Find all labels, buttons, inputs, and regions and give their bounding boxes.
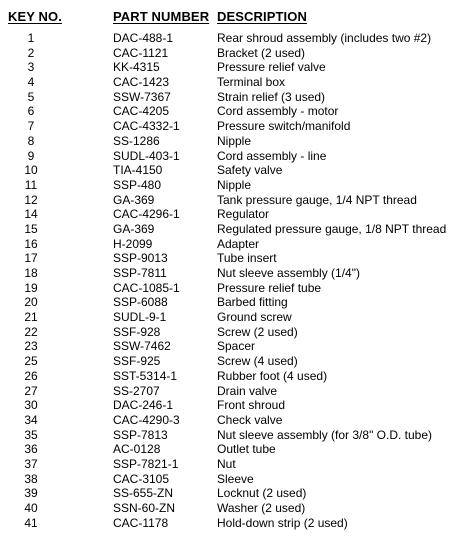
part-number-cell: CAC-4296-1 <box>113 207 180 222</box>
key-number-cell: 38 <box>24 471 38 486</box>
key-number-cell: 2 <box>27 45 35 60</box>
part-number-cell: SSP-6088 <box>113 295 168 310</box>
key-number-cell: 14 <box>24 207 38 222</box>
key-number-cell: 7 <box>27 119 35 134</box>
part-number-cell: SUDL-9-1 <box>113 310 167 325</box>
description-cell: Screw (2 used) <box>217 324 298 339</box>
table-row <box>0 90 472 105</box>
part-number-cell: SSN-60-ZN <box>113 501 176 515</box>
key-number-cell: 37 <box>24 456 38 471</box>
description-cell: Outlet tube <box>217 442 276 457</box>
table-row <box>0 354 472 369</box>
table-row <box>0 442 472 457</box>
description-cell: Tank pressure gauge, 1/4 NPT thread <box>217 192 417 207</box>
key-number-cell: 16 <box>24 236 38 251</box>
part-number-cell: SSP-7821-1 <box>113 456 179 471</box>
description-cell: Nut sleeve assembly (for 3/8" O.D. tube) <box>217 427 433 442</box>
description-cell: Hold-down strip (2 used) <box>217 515 348 530</box>
table-row <box>0 163 472 178</box>
description-cell: Drain valve <box>217 383 278 398</box>
table-row <box>0 178 472 193</box>
key-number-cell: 23 <box>24 339 38 354</box>
key-number-cell: 21 <box>24 310 38 325</box>
description-cell: Regulated pressure gauge, 1/8 NPT thread <box>217 221 447 236</box>
description-cell: Barbed fitting <box>217 295 288 310</box>
key-number-cell: 17 <box>24 251 38 266</box>
key-number-cell: 18 <box>24 266 38 280</box>
description-cell: Regulator <box>217 207 270 222</box>
table-row <box>0 413 472 428</box>
part-number-cell: CAC-4332-1 <box>113 119 180 134</box>
table-row <box>0 266 472 281</box>
description-cell: Rubber foot (4 used) <box>217 368 328 383</box>
description-cell: Front shroud <box>217 398 286 413</box>
key-number-cell: 19 <box>24 280 38 295</box>
table-row <box>0 369 472 384</box>
table-row <box>0 251 472 266</box>
part-number-cell: AC-0128 <box>113 442 161 457</box>
description-cell: Sleeve <box>217 471 254 486</box>
description-cell: Nut sleeve assembly (1/4") <box>217 266 360 280</box>
key-number-cell: 9 <box>27 148 35 163</box>
table-row <box>0 75 472 90</box>
description-header: DESCRIPTION <box>217 9 307 24</box>
parts-table-body <box>0 31 472 530</box>
part-number-cell: SS-2707 <box>113 383 160 398</box>
description-cell: Nut <box>217 456 236 471</box>
key-number-cell: 20 <box>24 295 38 310</box>
table-row <box>0 104 472 119</box>
key-number-cell: 22 <box>24 324 38 339</box>
part-number-cell: CAC-1178 <box>113 515 169 530</box>
table-row <box>0 501 472 516</box>
description-cell: Bracket (2 used) <box>217 45 306 60</box>
part-number-cell: GA-369 <box>113 221 155 236</box>
key-number-cell: 39 <box>24 486 38 501</box>
part-number-cell: SSF-925 <box>113 354 161 369</box>
part-number-cell: SS-1286 <box>113 133 160 148</box>
key-number-cell: 35 <box>24 427 38 442</box>
part-number-cell: DAC-246-1 <box>113 398 174 413</box>
key-no-header: KEY NO. <box>8 9 62 24</box>
description-cell: Pressure relief valve <box>217 60 326 75</box>
table-row <box>0 149 472 164</box>
key-number-cell: 6 <box>27 104 35 119</box>
part-number-cell: SSF-928 <box>113 324 161 339</box>
description-cell: Nipple <box>217 133 252 148</box>
table-row <box>0 134 472 149</box>
description-cell: Locknut (2 used) <box>217 486 307 501</box>
key-number-cell: 3 <box>27 60 35 75</box>
table-row <box>0 516 472 531</box>
key-number-cell: 10 <box>24 163 38 178</box>
table-row <box>0 222 472 237</box>
description-cell: Washer (2 used) <box>217 501 306 515</box>
table-row <box>0 119 472 134</box>
part-number-cell: CAC-1085-1 <box>113 280 180 295</box>
description-cell: Adapter <box>217 236 260 251</box>
description-cell: Ground screw <box>217 310 292 325</box>
description-cell: Cord assembly - line <box>217 148 327 163</box>
part-number-cell: SSP-7813 <box>113 427 168 442</box>
part-number-cell: DAC-488-1 <box>113 31 174 45</box>
description-cell: Terminal box <box>217 75 286 90</box>
description-cell: Cord assembly - motor <box>217 104 339 119</box>
table-row <box>0 281 472 296</box>
part-number-cell: CAC-3105 <box>113 471 170 486</box>
key-number-cell: 15 <box>24 221 38 236</box>
description-cell: Pressure relief tube <box>217 280 322 295</box>
table-row <box>0 384 472 399</box>
part-number-cell: SSW-7462 <box>113 339 171 354</box>
part-number-cell: CAC-4290-3 <box>113 412 180 427</box>
key-number-cell: 40 <box>24 501 38 515</box>
table-row <box>0 428 472 443</box>
table-header <box>0 9 472 27</box>
table-row <box>0 457 472 472</box>
key-number-cell: 41 <box>24 515 38 530</box>
description-cell: Screw (4 used) <box>217 354 298 369</box>
key-number-cell: 34 <box>24 412 38 427</box>
description-cell: Check valve <box>217 412 283 427</box>
table-row <box>0 193 472 208</box>
part-number-cell: SUDL-403-1 <box>113 148 180 163</box>
description-cell: Spacer <box>217 339 256 354</box>
table-row <box>0 237 472 252</box>
description-cell: Tube insert <box>217 251 277 266</box>
table-row <box>0 207 472 222</box>
key-number-cell: 1 <box>27 31 35 45</box>
part-number-cell: KK-4315 <box>113 60 160 75</box>
part-number-cell: CAC-1423 <box>113 75 170 90</box>
part-number-cell: TIA-4150 <box>113 163 163 178</box>
part-number-cell: SSP-480 <box>113 177 162 192</box>
table-row <box>0 295 472 310</box>
key-number-cell: 5 <box>27 89 35 104</box>
part-number-header: PART NUMBER <box>113 9 210 24</box>
description-cell: Strain relief (3 used) <box>217 89 326 104</box>
table-row <box>0 339 472 354</box>
part-number-cell: SS-655-ZN <box>113 486 174 501</box>
key-number-cell: 11 <box>24 177 38 192</box>
description-cell: Pressure switch/manifold <box>217 119 351 134</box>
part-number-cell: SSP-7811 <box>113 266 167 280</box>
table-row <box>0 398 472 413</box>
table-row <box>0 31 472 46</box>
key-number-cell: 26 <box>24 368 38 383</box>
part-number-cell: SST-5314-1 <box>113 368 178 383</box>
table-row <box>0 325 472 340</box>
part-number-cell: CAC-1121 <box>113 45 169 60</box>
key-number-cell: 4 <box>27 75 35 90</box>
description-cell: Safety valve <box>217 163 283 178</box>
description-cell: Rear shroud assembly (includes two #2) <box>217 31 432 45</box>
table-row <box>0 486 472 501</box>
table-row <box>0 46 472 61</box>
key-number-cell: 36 <box>24 442 38 457</box>
part-number-cell: SSP-9013 <box>113 251 168 266</box>
part-number-cell: CAC-4205 <box>113 104 170 119</box>
table-row <box>0 472 472 487</box>
part-number-cell: H-2099 <box>113 236 153 251</box>
table-row <box>0 310 472 325</box>
description-cell: Nipple <box>217 177 252 192</box>
part-number-cell: GA-369 <box>113 192 155 207</box>
table-row <box>0 60 472 75</box>
key-number-cell: 30 <box>24 398 38 413</box>
key-number-cell: 8 <box>27 133 35 148</box>
key-number-cell: 25 <box>24 354 38 369</box>
key-number-cell: 12 <box>24 192 38 207</box>
key-number-cell: 27 <box>24 383 38 398</box>
part-number-cell: SSW-7367 <box>113 89 171 104</box>
